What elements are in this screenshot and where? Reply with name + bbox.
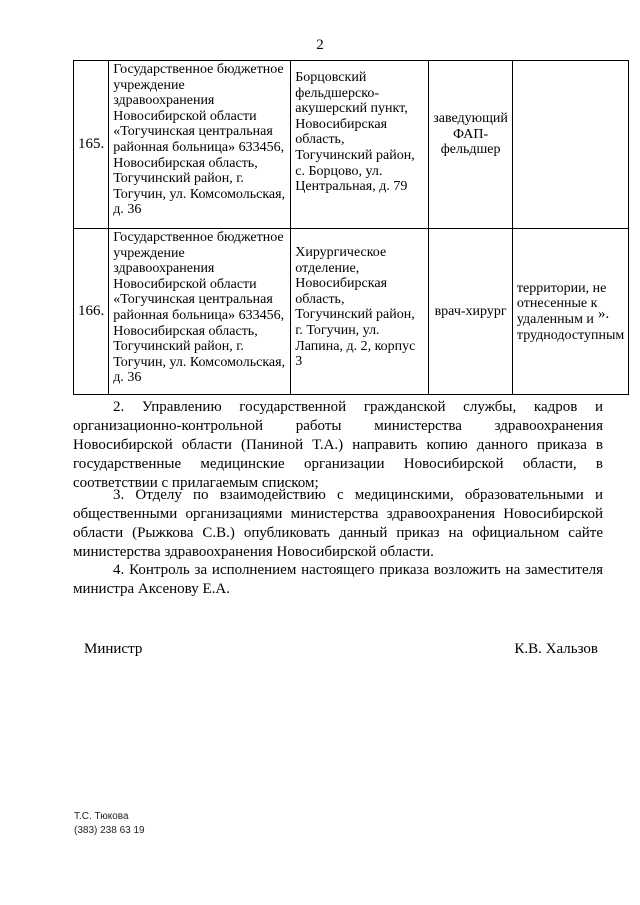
- paragraph-3: [73, 486, 603, 562]
- paragraph-text: 4. Контроль за исполнением настоящего приказа возложить на заместителя министра Аксенову Е.А.: [73, 562, 603, 597]
- territory-cell: [512, 61, 628, 229]
- table-row: [74, 229, 629, 395]
- paragraph-4: [73, 561, 603, 599]
- paragraph-text: 3. Отделу по взаимодействию с медицинскими, образовательными и общественными организациями министерства здравоохранения Новосибирской области (Рыжкова С.В.) опубликовать данный приказ на официальном сайте министерства здравоохранения Новосибирской области.: [73, 487, 603, 560]
- institution-cell: Государственное бюджетное учреждение здравоохранения Новосибирской области «Тогучинская центральная районная больница» 633456, Новосибирская область, Тогучинский район, г. Тогучин, ул. Комсомольская, д. 36: [109, 229, 291, 395]
- executor-name: Т.С. Тюкова: [74, 811, 129, 822]
- paragraph-2: [73, 398, 603, 493]
- signature-title: Министр: [84, 641, 143, 657]
- signature-name: К.В. Хальзов: [514, 641, 598, 657]
- executor-info: [74, 810, 145, 838]
- closing-quote: ».: [598, 306, 610, 322]
- row-number: 165.: [74, 61, 109, 229]
- position-cell: заведующий ФАП-фельдшер: [429, 61, 513, 229]
- positions-table: [73, 60, 629, 395]
- position-cell: врач-хирург: [429, 229, 513, 395]
- territory-cell: территории, не отнесенные к удаленным и труднодоступным: [512, 229, 628, 395]
- page-number: 2: [316, 37, 324, 53]
- table-row: [74, 61, 629, 229]
- executor-phone: (383) 238 63 19: [74, 825, 145, 836]
- institution-cell: Государственное бюджетное учреждение здравоохранения Новосибирской области «Тогучинская центральная районная больница» 633456, Новосибирская область, Тогучинский район, г. Тогучин, ул. Комсомольская, д. 36: [109, 61, 291, 229]
- unit-cell: Хирургическое отделение, Новосибирская область, Тогучинский район, г. Тогучин, ул. Лапина, д. 2, корпус 3: [291, 229, 429, 395]
- paragraph-text: 2. Управлению государственной гражданской службы, кадров и организационно-контрольной работы министерства здравоохранения Новосибирской области (Паниной Т.А.) направить копию данного приказа в государственные медицинские организации Новосибирской области, в соответствии с прилагаемым списком;: [73, 399, 603, 491]
- row-number: 166.: [74, 229, 109, 395]
- unit-cell: Борцовский фельдшерско-акушерский пункт, Новосибирская область, Тогучинский район, с. Борцово, ул. Центральная, д. 79: [291, 61, 429, 229]
